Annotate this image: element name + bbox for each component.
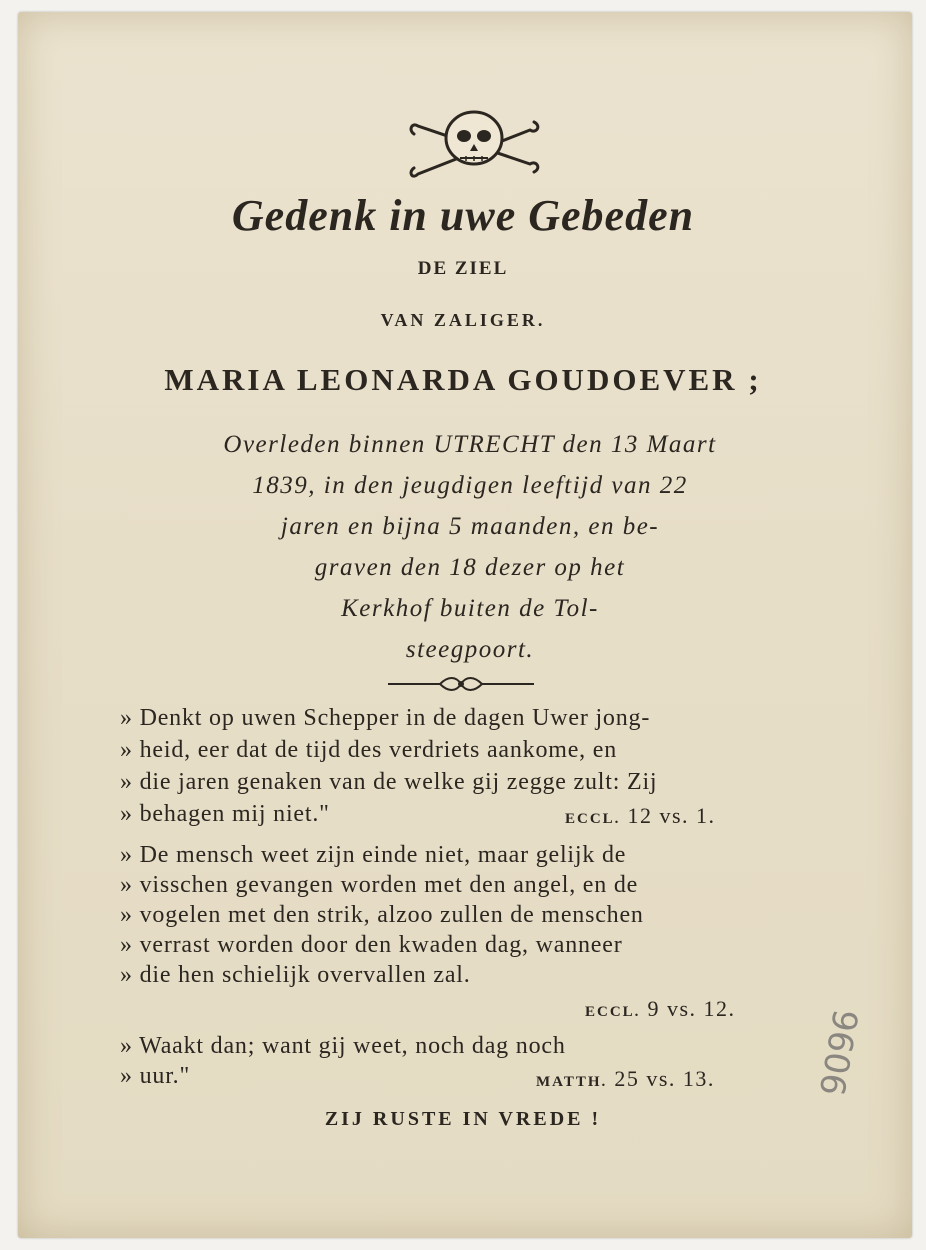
closing-line: ZIJ RUSTE IN VREDE ! xyxy=(324,1108,602,1130)
reference-verse: 12 vs. 1. xyxy=(627,803,716,828)
scripture-reference xyxy=(565,803,716,829)
deceased-name: MARIA LEONARDA GOUDOEVER ; xyxy=(164,362,762,397)
verse-line: » uur." xyxy=(120,1063,191,1089)
reference-book: ECCL. xyxy=(565,811,621,827)
death-notice-line: graven den 18 dezer op het xyxy=(314,554,626,581)
death-notice-line: Kerkhof buiten de Tol- xyxy=(341,595,599,622)
verse-line: » verrast worden door den kwaden dag, wanneer xyxy=(120,932,623,958)
death-notice-line: 1839, in den jeugdigen leeftijd van 22 xyxy=(252,472,688,499)
handwritten-number: 9096 xyxy=(813,1006,868,1099)
verse-line: » Waakt dan; want gij weet, noch dag noch xyxy=(120,1033,566,1059)
reference-verse: 25 vs. 13. xyxy=(614,1066,715,1091)
death-notice-line: Overleden binnen UTRECHT den 13 Maart xyxy=(223,431,717,458)
verse-line: » die jaren genaken van de welke gij zegge zult: Zij xyxy=(120,769,658,795)
verse-line: » visschen gevangen worden met den angel, en de xyxy=(120,872,639,898)
death-notice-line: jaren en bijna 5 maanden, en be- xyxy=(280,513,660,540)
subtitle-de-ziel: DE ZIEL xyxy=(417,258,509,279)
verse-line: » heid, eer dat de tijd des verdriets aankome, en xyxy=(120,737,618,763)
reference-book: MATTH. xyxy=(536,1074,608,1090)
verse-line: » die hen schielijk overvallen zal. xyxy=(120,962,471,988)
verse-line: » vogelen met den strik, alzoo zullen de menschen xyxy=(120,902,644,928)
subtitle-van-zaliger: VAN ZALIGER. xyxy=(380,310,546,330)
verse-line: » Denkt op uwen Schepper in de dagen Uwer jong- xyxy=(120,705,651,731)
scripture-reference xyxy=(536,1066,715,1092)
handwritten-note xyxy=(800,995,870,1105)
reference-verse: 9 vs. 12. xyxy=(647,996,736,1021)
skull-crossbones-icon xyxy=(404,104,544,182)
scripture-reference xyxy=(585,996,736,1022)
verse-line: » De mensch weet zijn einde niet, maar gelijk de xyxy=(120,842,627,868)
reference-book: ECCL. xyxy=(585,1004,641,1020)
ornament-divider-icon xyxy=(386,676,536,692)
page-title: Gedenk in uwe Gebeden xyxy=(231,191,695,240)
death-notice-line: steegpoort. xyxy=(405,636,535,663)
verse-line: » behagen mij niet." xyxy=(120,801,330,827)
